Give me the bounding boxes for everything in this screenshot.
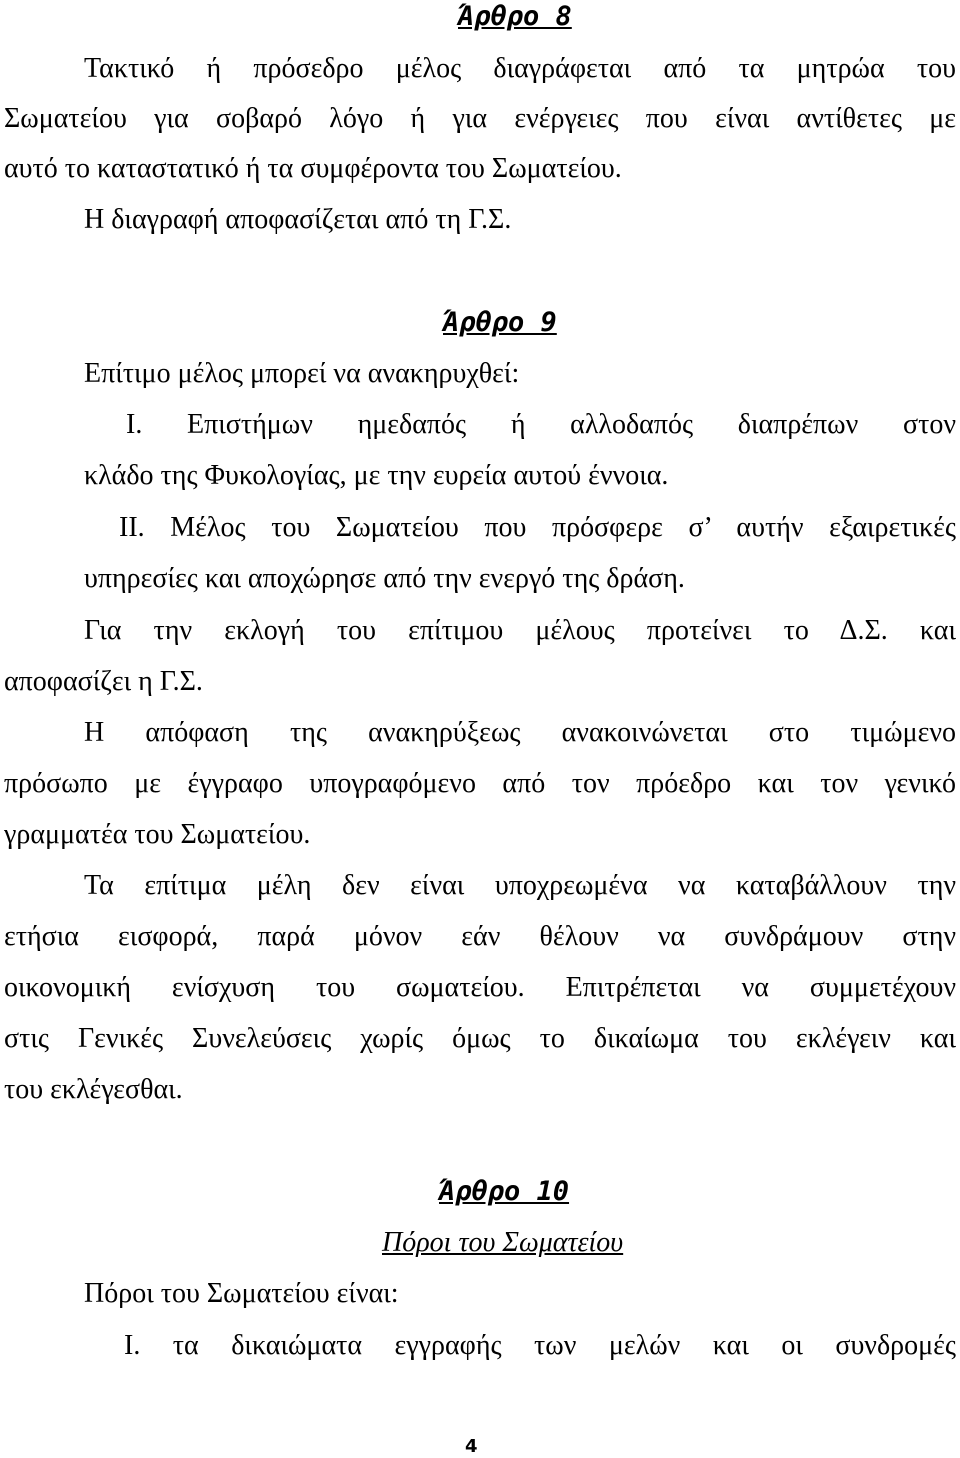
article-9-line: Επίτιμο μέλος μπορεί να ανακηρυχθεί: (84, 358, 520, 389)
article-10-heading: Άρθρο 10 (439, 1176, 570, 1207)
article-8-line: Σωματείου για σοβαρό λόγο ή για ενέργειες που είναι αντίθετες με (4, 103, 956, 134)
article-9-line: του εκλέγεσθαι. (4, 1074, 183, 1105)
article-8-line: Η διαγραφή αποφασίζεται από τη Γ.Σ. (84, 204, 512, 235)
article-9-line: υπηρεσίες και αποχώρησε από την ενεργό της δράση. (84, 563, 685, 594)
article-9-line: οικονομική ενίσχυση του σωματείου. Επιτρέπεται να συμμετέχουν (4, 972, 956, 1003)
article-8-heading: Άρθρο 8 (458, 1, 572, 32)
article-9-line: ετήσια εισφορά, παρά μόνον εάν θέλουν να συνδράμουν στην (4, 921, 956, 952)
page-number: 4 (465, 1436, 478, 1457)
article-9-line: αποφασίζει η Γ.Σ. (4, 666, 203, 697)
article-9-line: Τα επίτιμα μέλη δεν είναι υποχρεωμένα να καταβάλλουν την (84, 870, 956, 901)
article-9-line: στις Γενικές Συνελεύσεις χωρίς όμως το δικαίωμα του εκλέγειν και (4, 1023, 956, 1054)
article-9-heading: Άρθρο 9 (443, 307, 557, 338)
article-9-line: πρόσωπο με έγγραφο υπογραφόμενο από τον πρόεδρο και τον γενικό (4, 768, 956, 799)
article-10-line: Πόροι του Σωματείου είναι: (84, 1278, 399, 1309)
article-9-line: Η απόφαση της ανακηρύξεως ανακοινώνεται στο τιμώμενο (84, 717, 956, 748)
article-9-line: κλάδο της Φυκολογίας, με την ευρεία αυτού έννοια. (84, 460, 669, 491)
article-9-line: II. Μέλος του Σωματείου που πρόσφερε σ’ αυτήν εξαιρετικές (119, 512, 956, 543)
article-9-line: Για την εκλογή του επίτιμου μέλους προτείνει το Δ.Σ. και (84, 615, 956, 646)
article-9-line: I. Επιστήμων ημεδαπός ή αλλοδαπός διαπρέπων στον (126, 409, 956, 440)
article-9-line: γραμματέα του Σωματείου. (4, 819, 311, 850)
article-10-subheading: Πόροι του Σωματείου (382, 1227, 624, 1258)
article-8-line: αυτό το καταστατικό ή τα συμφέροντα του Σωματείου. (4, 153, 622, 184)
article-10-line: I. τα δικαιώματα εγγραφής των μελών και οι συνδρομές (124, 1330, 956, 1361)
article-8-line: Τακτικό ή πρόσεδρο μέλος διαγράφεται από τα μητρώα του (84, 53, 956, 84)
